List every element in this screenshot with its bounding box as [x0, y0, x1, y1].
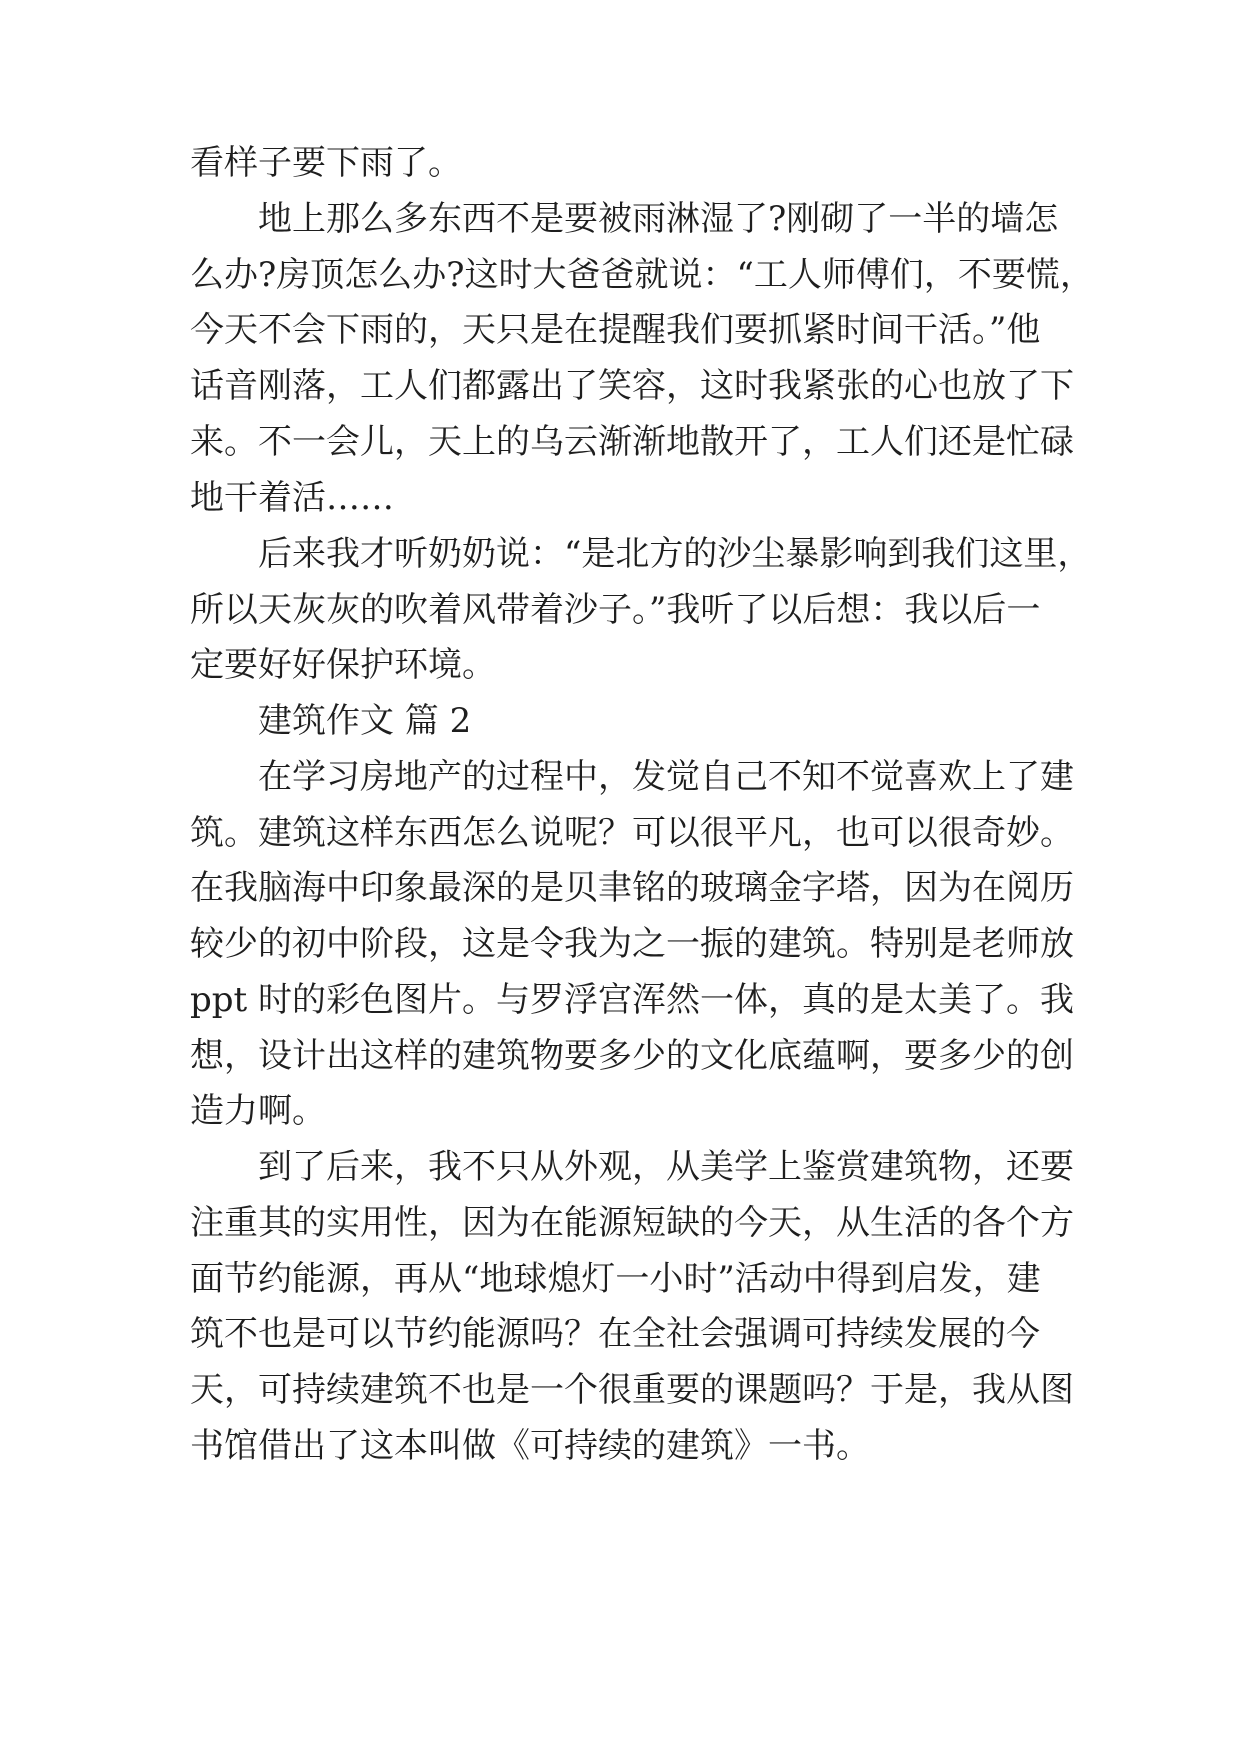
text-line: 么办?房顶怎么办?这时大爸爸就说：“工人师傅们，不要慌， — [190, 255, 1094, 295]
text-line: 地上那么多东西不是要被雨淋湿了?刚砌了一半的墙怎 — [258, 199, 1059, 239]
text-line: ppt 时的彩色图片。与罗浮宫浑然一体，真的是太美了。我 — [190, 980, 1074, 1020]
text-line: 后来我才听奶奶说：“是北方的沙尘暴影响到我们这里， — [258, 534, 1092, 574]
text-line: 地干着活…… — [190, 478, 394, 518]
text-line: 话音刚落，工人们都露出了笑容，这时我紧张的心也放了下 — [190, 366, 1074, 406]
text-line: 到了后来，我不只从外观，从美学上鉴赏建筑物，还要 — [258, 1147, 1074, 1187]
text-line: 造力啊。 — [190, 1091, 326, 1131]
text-line: 筑不也是可以节约能源吗？在全社会强调可持续发展的今 — [190, 1314, 1040, 1354]
text-line: 想，设计出这样的建筑物要多少的文化底蕴啊，要多少的创 — [190, 1036, 1074, 1076]
text-line: 注重其的实用性，因为在能源短缺的今天，从生活的各个方 — [190, 1203, 1074, 1243]
text-line: 面节约能源，再从“地球熄灯一小时”活动中得到启发，建 — [190, 1259, 1041, 1299]
text-line: 定要好好保护环境。 — [190, 645, 496, 685]
text-line: 今天不会下雨的，天只是在提醒我们要抓紧时间干活。”他 — [190, 310, 1041, 350]
text-line: 天，可持续建筑不也是一个很重要的课题吗？于是，我从图 — [190, 1370, 1074, 1410]
text-line: 看样子要下雨了。 — [190, 143, 462, 183]
text-line: 在学习房地产的过程中，发觉自己不知不觉喜欢上了建 — [258, 757, 1074, 797]
text-line: 书馆借出了这本叫做《可持续的建筑》一书。 — [190, 1426, 870, 1466]
text-line: 来。不一会儿，天上的乌云渐渐地散开了，工人们还是忙碌 — [190, 422, 1074, 462]
text-line: 筑。建筑这样东西怎么说呢？可以很平凡，也可以很奇妙。 — [190, 813, 1074, 853]
text-line: 在我脑海中印象最深的是贝聿铭的玻璃金字塔，因为在阅历 — [190, 868, 1074, 908]
text-line: 所以天灰灰的吹着风带着沙子。”我听了以后想：我以后一 — [190, 590, 1041, 630]
section-heading: 建筑作文 篇 2 — [258, 701, 472, 741]
text-line: 较少的初中阶段，这是令我为之一振的建筑。特别是老师放 — [190, 924, 1074, 964]
